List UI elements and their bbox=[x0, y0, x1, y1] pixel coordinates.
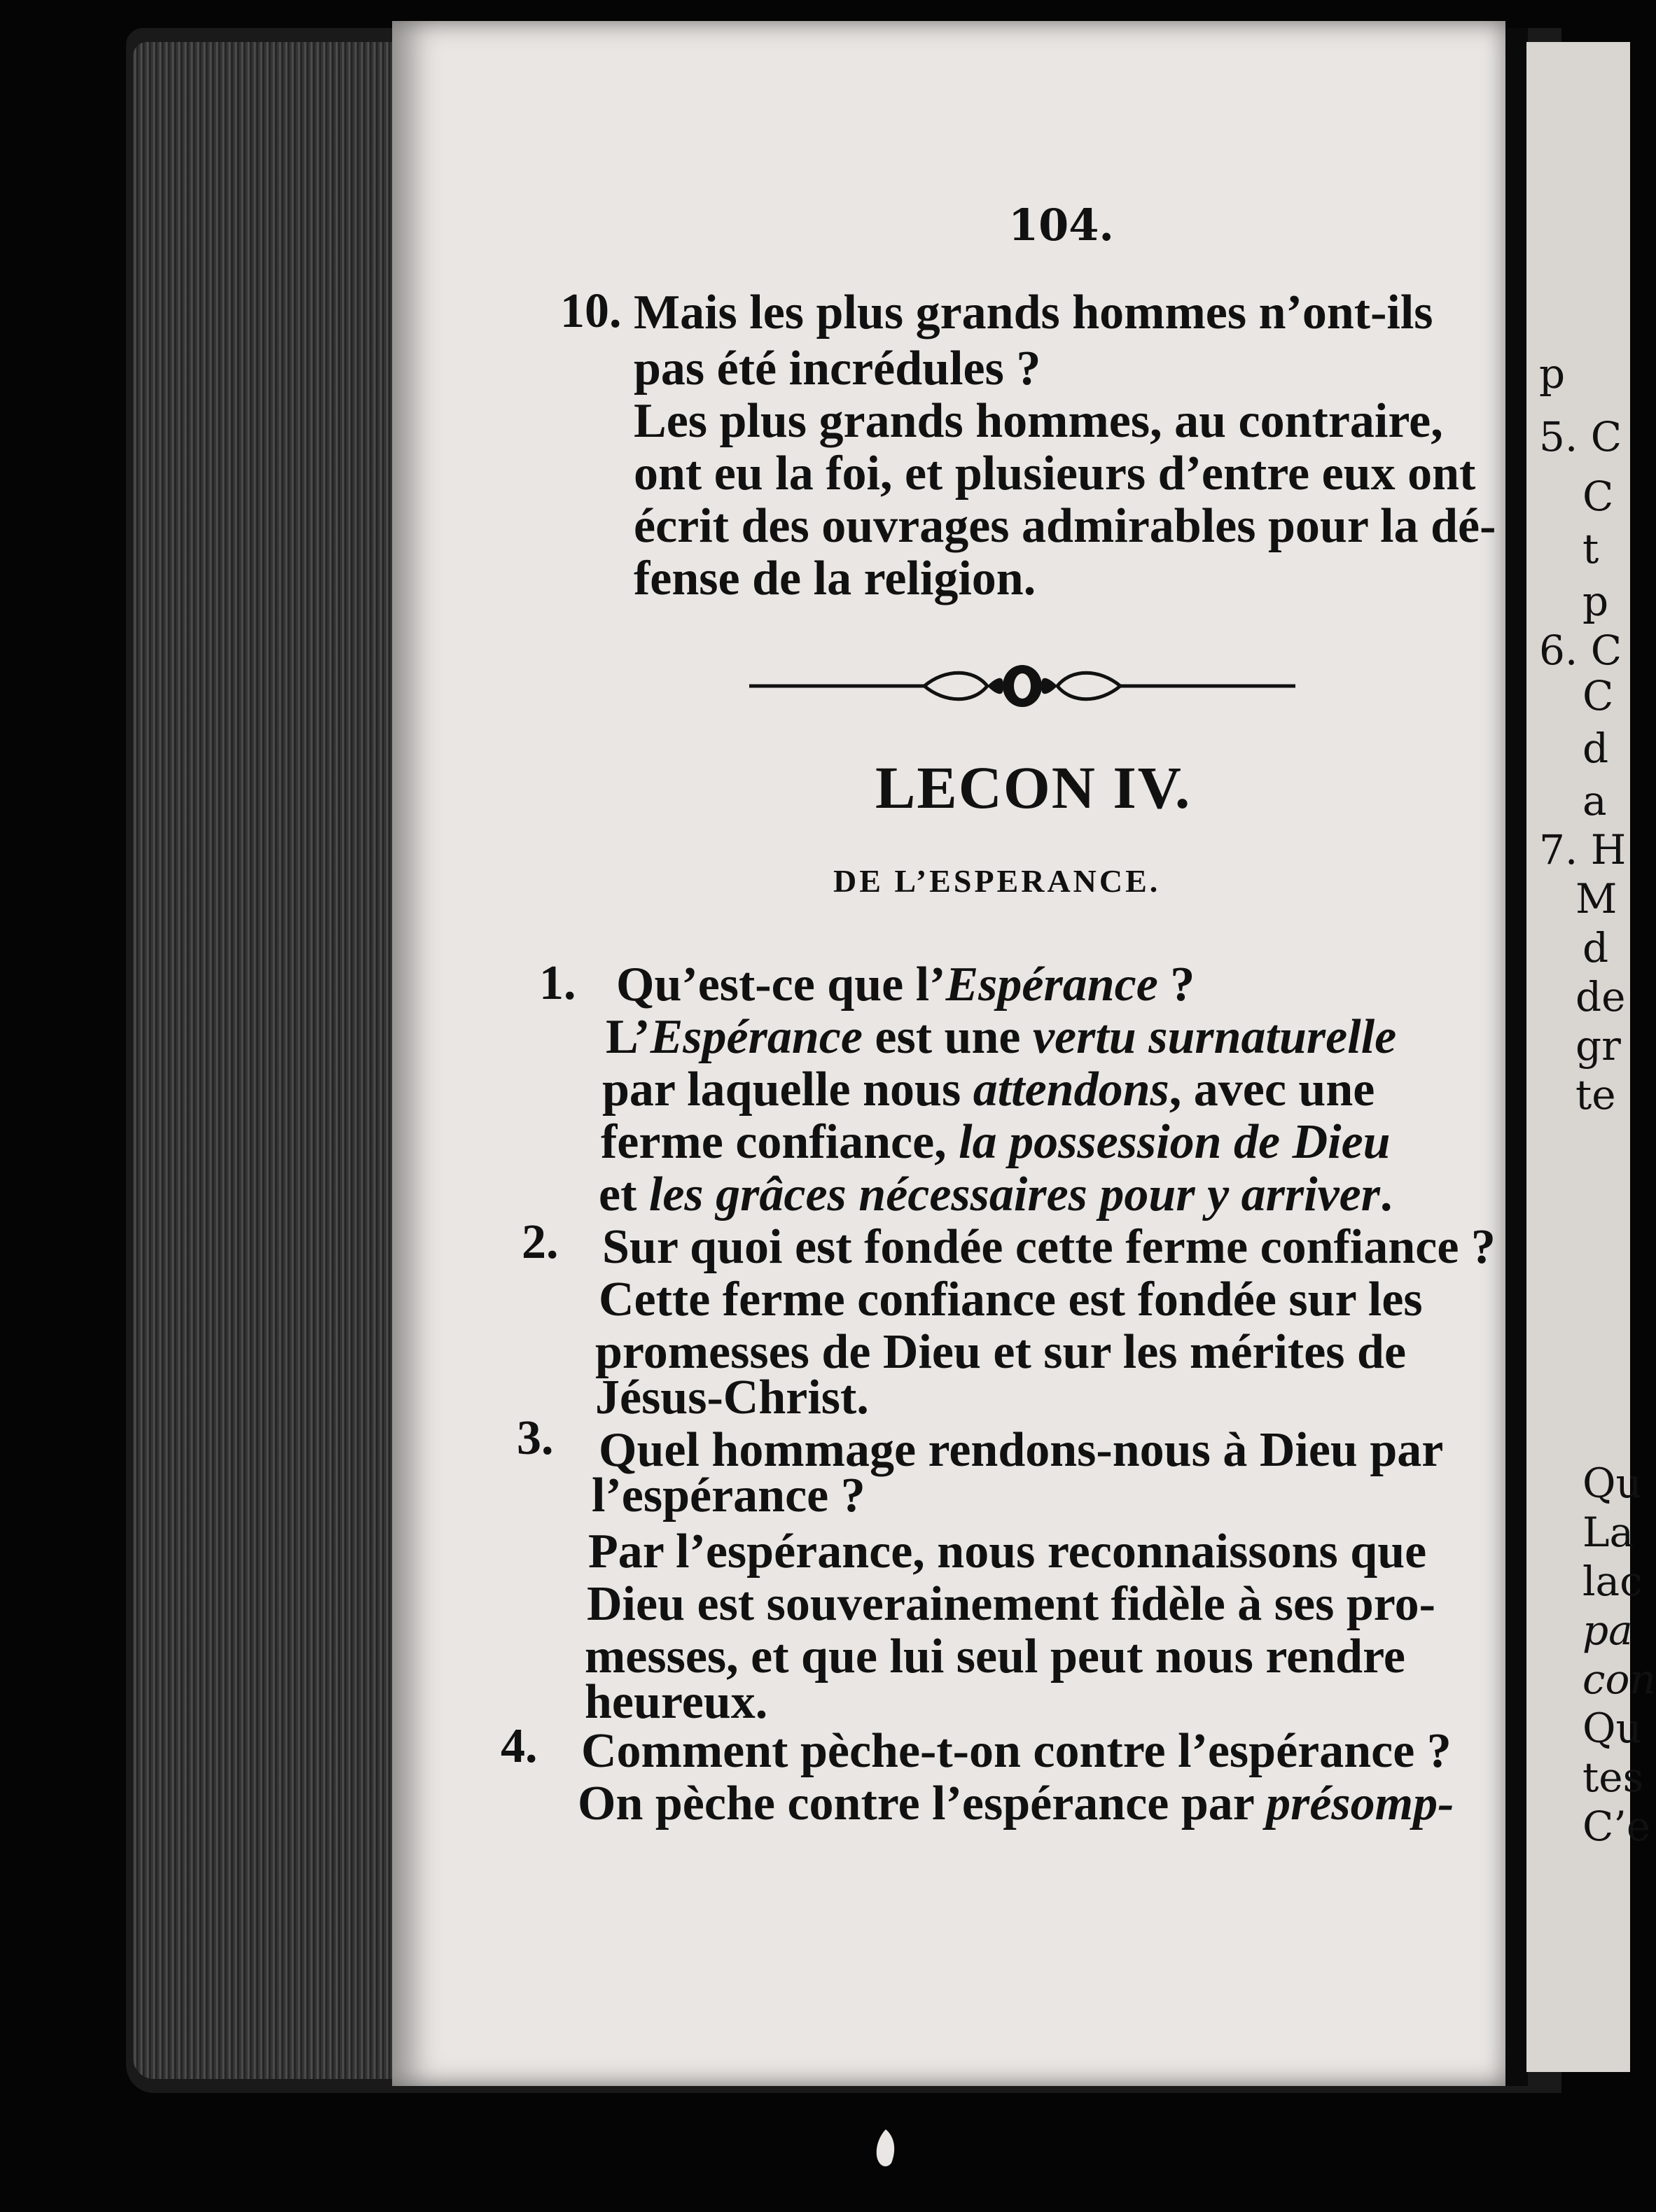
facing-line: 7. H bbox=[1539, 826, 1627, 874]
text-run: et bbox=[599, 1168, 649, 1222]
text-run: On pèche contre l’espérance par bbox=[578, 1777, 1267, 1830]
text-line: Quel hommage rendons-nous à Dieu par bbox=[599, 1423, 1444, 1477]
question-number: 3. bbox=[517, 1411, 554, 1465]
text-line: heureux. bbox=[585, 1675, 768, 1729]
facing-page-fragment bbox=[1526, 42, 1656, 2072]
spine-gutter bbox=[1504, 28, 1528, 2086]
question-number: 10. bbox=[560, 284, 622, 338]
question-number: 2. bbox=[522, 1215, 559, 1269]
facing-line: gr bbox=[1575, 1022, 1621, 1070]
text-line bbox=[578, 1778, 1454, 1830]
italic-run: Espérance bbox=[945, 958, 1158, 1011]
facing-line: La bbox=[1582, 1508, 1634, 1556]
page-number: 104. bbox=[1008, 200, 1115, 251]
facing-line: C bbox=[1582, 472, 1614, 520]
text-run: Qu’est-ce que l’ bbox=[616, 958, 946, 1011]
facing-line: M bbox=[1575, 875, 1617, 923]
facing-line: Qu bbox=[1582, 1704, 1642, 1752]
italic-run: Espérance bbox=[650, 1010, 863, 1064]
facing-line: 5. C bbox=[1539, 413, 1622, 461]
facing-line: de bbox=[1575, 973, 1626, 1021]
italic-run: attendons bbox=[973, 1063, 1169, 1116]
text-line bbox=[599, 1169, 1392, 1221]
text-line: messes, et que lui seul peut nous rendre bbox=[585, 1630, 1405, 1684]
text-line: fense de la religion. bbox=[634, 552, 1036, 606]
facing-line: t bbox=[1582, 525, 1599, 573]
text-line: Dieu est souverainement fidèle à ses pro- bbox=[587, 1577, 1435, 1631]
text-line: Sur quoi est fondée cette ferme confiance ? bbox=[602, 1220, 1496, 1274]
text-line: Les plus grands hommes, au contraire, bbox=[634, 394, 1443, 448]
facing-line: C’e bbox=[1582, 1802, 1651, 1850]
text-line: Jésus-Christ. bbox=[595, 1371, 869, 1424]
italic-run: présomp- bbox=[1266, 1777, 1454, 1830]
text-line bbox=[601, 1116, 1391, 1168]
lesson-title: LECON IV. bbox=[875, 754, 1192, 821]
facing-line: pa bbox=[1582, 1606, 1633, 1654]
lesson-subtitle: DE L’ESPERANCE. bbox=[833, 863, 1161, 899]
facing-line: lac bbox=[1582, 1558, 1643, 1605]
text-run: , avec une bbox=[1169, 1063, 1375, 1116]
facing-line: tes bbox=[1582, 1754, 1644, 1801]
italic-run: les grâces nécessaires pour y arriver bbox=[648, 1168, 1380, 1222]
text-run: ferme confiance, bbox=[601, 1115, 959, 1169]
text-line: Par l’espérance, nous reconnaissons que bbox=[588, 1525, 1427, 1578]
italic-run: vertu surnaturelle bbox=[1032, 1010, 1397, 1064]
text-line bbox=[616, 959, 1195, 1011]
ornament-divider bbox=[749, 662, 1295, 710]
facing-line: con bbox=[1582, 1656, 1656, 1703]
facing-line: Qu bbox=[1582, 1460, 1642, 1507]
question-number: 4. bbox=[501, 1719, 538, 1773]
facing-line: C bbox=[1582, 672, 1614, 720]
facing-line: p bbox=[1539, 350, 1566, 398]
text-run: L’ bbox=[606, 1010, 650, 1064]
question-number: 1. bbox=[539, 956, 576, 1010]
italic-run: la possession de Dieu bbox=[959, 1115, 1391, 1169]
facing-line: te bbox=[1575, 1071, 1616, 1119]
text-line: Cette ferme confiance est fondée sur les bbox=[599, 1273, 1423, 1326]
text-run: . bbox=[1379, 1168, 1393, 1222]
text-line: ont eu la foi, et plusieurs d’entre eux ont bbox=[634, 447, 1476, 500]
text-run: par laquelle nous bbox=[602, 1063, 973, 1116]
text-line: l’espérance ? bbox=[592, 1469, 865, 1522]
facing-line: a bbox=[1582, 777, 1607, 825]
text-line: pas été incrédules ? bbox=[634, 342, 1041, 396]
facing-line: p bbox=[1582, 578, 1609, 625]
text-line bbox=[606, 1011, 1396, 1063]
text-line: écrit des ouvrages admirables pour la dé- bbox=[634, 499, 1496, 553]
facing-line: 6. C bbox=[1539, 626, 1622, 674]
paper-speck bbox=[872, 2128, 900, 2170]
text-line bbox=[602, 1064, 1375, 1116]
text-line: promesses de Dieu et sur les mérites de bbox=[595, 1325, 1407, 1379]
facing-line: d bbox=[1582, 924, 1609, 972]
text-run: ? bbox=[1157, 958, 1195, 1011]
facing-line: d bbox=[1582, 724, 1609, 772]
text-run: est une bbox=[862, 1010, 1033, 1064]
text-line: Mais les plus grands hommes n’ont-ils bbox=[634, 286, 1433, 340]
text-line: Comment pèche-t-on contre l’espérance ? bbox=[581, 1724, 1452, 1778]
